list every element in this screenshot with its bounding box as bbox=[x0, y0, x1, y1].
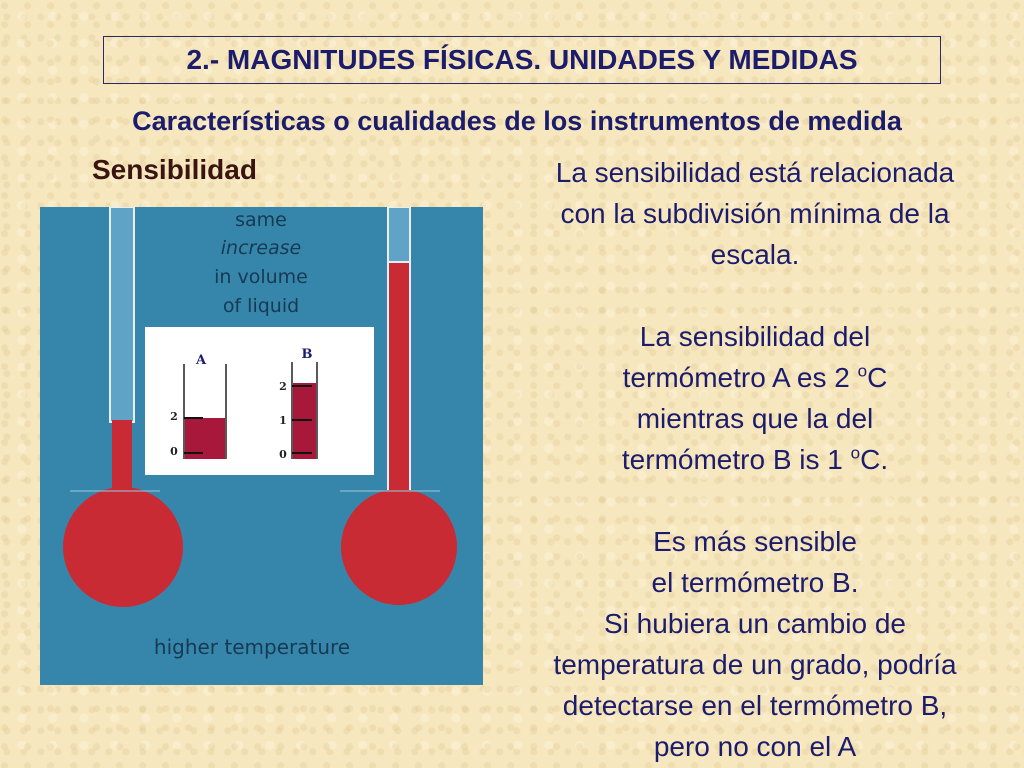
explanation-text bbox=[496, 152, 1014, 767]
slide-title: 2.- MAGNITUDES FÍSICAS. UNIDADES Y MEDIDAS bbox=[186, 44, 858, 75]
inset-a-tick-2: 2 bbox=[170, 410, 178, 423]
p2-line2 bbox=[496, 357, 1014, 398]
p1-line1: La sensibilidad está relacionada bbox=[555, 157, 955, 188]
unit-a: C bbox=[867, 362, 888, 393]
slide-subtitle: Características o cualidades de los instrumentos de medida bbox=[132, 106, 902, 136]
figure-text-same: same bbox=[235, 209, 287, 231]
title-box bbox=[103, 36, 941, 84]
p3-line6: pero no con el A bbox=[653, 731, 857, 762]
p2-line1: La sensibilidad del bbox=[639, 321, 871, 352]
p3-line4: temperatura de un grado, podría bbox=[553, 649, 957, 680]
p3-line2: el termómetro B. bbox=[651, 567, 859, 598]
p3-line3: Si hubiera un cambio de bbox=[604, 608, 906, 639]
inset-a-tick-0: 0 bbox=[170, 445, 178, 458]
thermometer-b-bulb bbox=[341, 489, 457, 605]
inset-b-tick-0: 0 bbox=[279, 448, 287, 461]
p1-line3: escala. bbox=[710, 239, 800, 270]
inset-b-tick-1: 1 bbox=[279, 414, 287, 427]
thermometer-b-liquid bbox=[388, 262, 410, 497]
degree-sup-b: o bbox=[850, 443, 861, 463]
p3-line5: detectarse en el termómetro B, bbox=[562, 690, 948, 721]
inset-b-tick-2: 2 bbox=[279, 380, 287, 393]
thermometer-a-tube bbox=[110, 207, 134, 422]
figure-text-increase: increase bbox=[220, 237, 302, 259]
degree-sup-a: o bbox=[857, 361, 868, 381]
section-label: Sensibilidad bbox=[92, 154, 257, 185]
figure-text-higher-temperature: higher temperature bbox=[153, 635, 351, 659]
figure-text-volume: in volume bbox=[214, 266, 308, 288]
p2-line4 bbox=[496, 439, 1014, 480]
p2-line3: mientras que la del bbox=[636, 403, 874, 434]
inset-background bbox=[145, 327, 374, 475]
p2-line4-text: termómetro B is 1 bbox=[621, 444, 851, 475]
inset-label-b: B bbox=[301, 347, 313, 362]
thermometers-figure bbox=[40, 207, 483, 685]
p3-line1: Es más sensible bbox=[653, 526, 857, 557]
inset-label-a: A bbox=[195, 353, 207, 368]
scale-inset bbox=[145, 327, 374, 475]
figure-text-liquid: of liquid bbox=[222, 295, 300, 317]
thermometer-a-bulb bbox=[63, 487, 183, 607]
p1-line2: con la subdivisión mínima de la bbox=[560, 198, 950, 229]
unit-b: C. bbox=[860, 444, 889, 475]
p2-line2-text: termómetro A es 2 bbox=[622, 362, 858, 393]
